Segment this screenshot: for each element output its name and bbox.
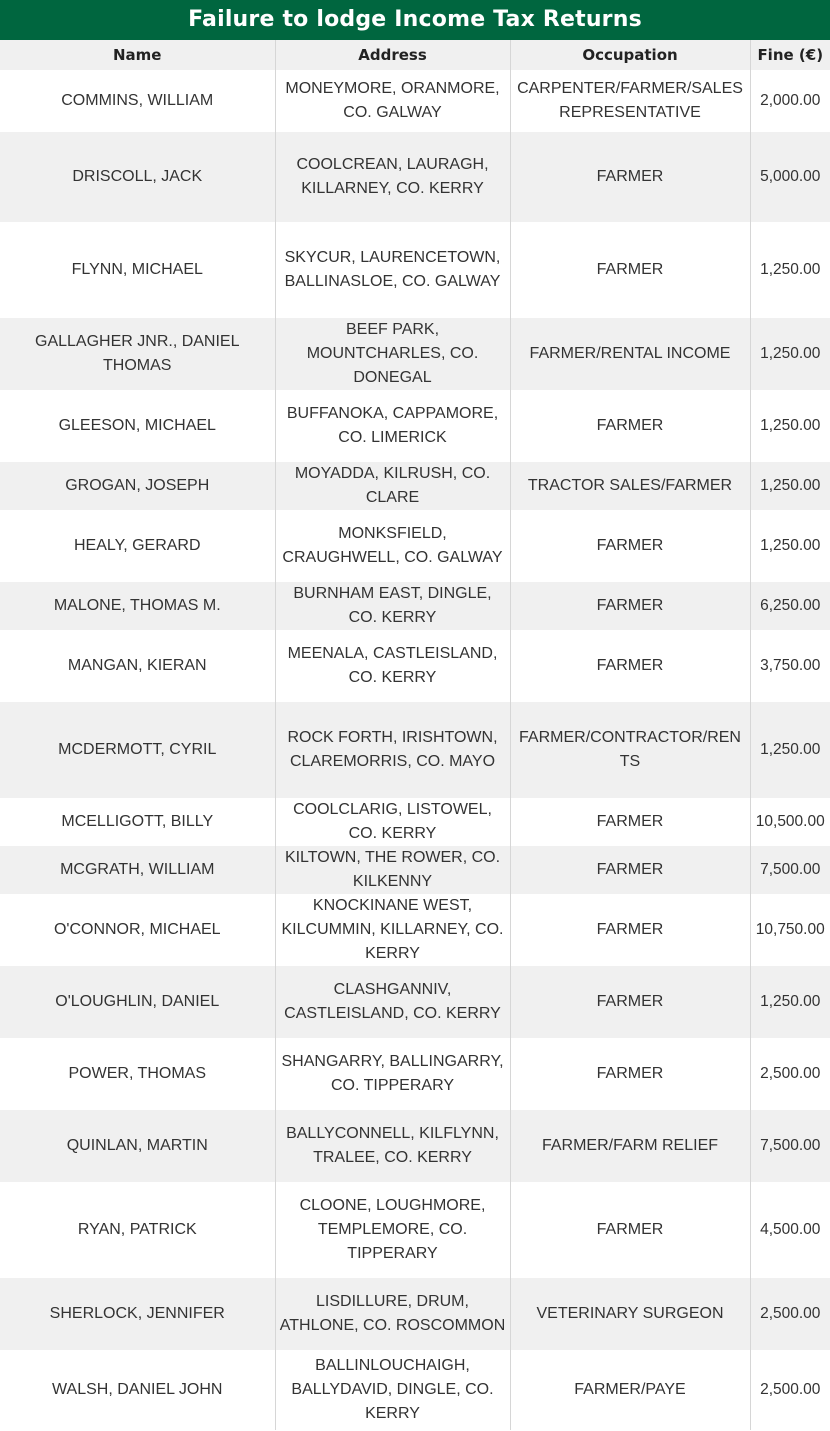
cell-fine: 3,750.00 (750, 630, 830, 702)
table-row (0, 798, 830, 846)
table-header (0, 40, 830, 70)
cell-name: GROGAN, JOSEPH (0, 462, 275, 510)
table-row (0, 222, 830, 318)
table-row (0, 1110, 830, 1182)
cell-occupation: FARMER/RENTAL INCOME (510, 318, 750, 390)
cell-address: MOYADDA, KILRUSH, CO. CLARE (275, 462, 510, 510)
cell-name: COMMINS, WILLIAM (0, 70, 275, 132)
table-row (0, 132, 830, 222)
table-row (0, 462, 830, 510)
cell-address: CLASHGANNIV, CASTLEISLAND, CO. KERRY (275, 966, 510, 1038)
cell-fine: 7,500.00 (750, 1110, 830, 1182)
cell-fine: 4,500.00 (750, 1182, 830, 1278)
cell-name: GALLAGHER JNR., DANIEL THOMAS (0, 318, 275, 390)
table-row (0, 1182, 830, 1278)
cell-name: O'CONNOR, MICHAEL (0, 894, 275, 966)
cell-address: CLOONE, LOUGHMORE, TEMPLEMORE, CO. TIPPERARY (275, 1182, 510, 1278)
column-header-name: Name (0, 40, 275, 70)
cell-occupation: FARMER (510, 630, 750, 702)
cell-address: MEENALA, CASTLEISLAND, CO. KERRY (275, 630, 510, 702)
cell-occupation: FARMER (510, 1182, 750, 1278)
column-header-occupation: Occupation (510, 40, 750, 70)
cell-fine: 1,250.00 (750, 222, 830, 318)
cell-address: SKYCUR, LAURENCETOWN, BALLINASLOE, CO. GALWAY (275, 222, 510, 318)
cell-fine: 5,000.00 (750, 132, 830, 222)
cell-occupation: TRACTOR SALES/FARMER (510, 462, 750, 510)
cell-name: SHERLOCK, JENNIFER (0, 1278, 275, 1350)
cell-address: ROCK FORTH, IRISHTOWN, CLAREMORRIS, CO. MAYO (275, 702, 510, 798)
cell-fine: 6,250.00 (750, 582, 830, 630)
cell-fine: 1,250.00 (750, 702, 830, 798)
cell-name: DRISCOLL, JACK (0, 132, 275, 222)
cell-fine: 2,500.00 (750, 1278, 830, 1350)
header-row (0, 40, 830, 70)
table-row (0, 70, 830, 132)
cell-fine: 2,500.00 (750, 1038, 830, 1110)
cell-address: SHANGARRY, BALLINGARRY, CO. TIPPERARY (275, 1038, 510, 1110)
cell-occupation: FARMER (510, 798, 750, 846)
page-title: Failure to lodge Income Tax Returns (0, 0, 830, 40)
cell-name: POWER, THOMAS (0, 1038, 275, 1110)
cell-fine: 10,500.00 (750, 798, 830, 846)
table-row (0, 630, 830, 702)
cell-fine: 1,250.00 (750, 390, 830, 462)
cell-address: BEEF PARK, MOUNTCHARLES, CO. DONEGAL (275, 318, 510, 390)
cell-address: LISDILLURE, DRUM, ATHLONE, CO. ROSCOMMON (275, 1278, 510, 1350)
table-row (0, 966, 830, 1038)
cell-name: MCGRATH, WILLIAM (0, 846, 275, 894)
table-row (0, 846, 830, 894)
column-header-address: Address (275, 40, 510, 70)
cell-address: BUFFANOKA, CAPPAMORE, CO. LIMERICK (275, 390, 510, 462)
table-row (0, 390, 830, 462)
cell-address: BALLINLOUCHAIGH, BALLYDAVID, DINGLE, CO. KERRY (275, 1350, 510, 1430)
table-row (0, 702, 830, 798)
table-row (0, 510, 830, 582)
cell-name: WALSH, DANIEL JOHN (0, 1350, 275, 1430)
cell-occupation: FARMER/FARM RELIEF (510, 1110, 750, 1182)
cell-occupation: FARMER (510, 390, 750, 462)
cell-name: O'LOUGHLIN, DANIEL (0, 966, 275, 1038)
cell-occupation: FARMER/PAYE (510, 1350, 750, 1430)
cell-fine: 7,500.00 (750, 846, 830, 894)
cell-name: MCDERMOTT, CYRIL (0, 702, 275, 798)
cell-address: KILTOWN, THE ROWER, CO. KILKENNY (275, 846, 510, 894)
cell-fine: 2,000.00 (750, 70, 830, 132)
cell-fine: 1,250.00 (750, 966, 830, 1038)
cell-occupation: VETERINARY SURGEON (510, 1278, 750, 1350)
cell-occupation: FARMER (510, 846, 750, 894)
table-body (0, 70, 830, 1430)
defaulters-table (0, 40, 830, 1430)
cell-address: MONKSFIELD, CRAUGHWELL, CO. GALWAY (275, 510, 510, 582)
table-row (0, 318, 830, 390)
cell-occupation: CARPENTER/FARMER/SALES REPRESENTATIVE (510, 70, 750, 132)
cell-occupation: FARMER (510, 132, 750, 222)
cell-name: FLYNN, MICHAEL (0, 222, 275, 318)
table-row (0, 582, 830, 630)
cell-name: QUINLAN, MARTIN (0, 1110, 275, 1182)
table-row (0, 894, 830, 966)
cell-fine: 10,750.00 (750, 894, 830, 966)
cell-occupation: FARMER (510, 222, 750, 318)
cell-fine: 1,250.00 (750, 510, 830, 582)
cell-name: MALONE, THOMAS M. (0, 582, 275, 630)
cell-occupation: FARMER (510, 510, 750, 582)
table-row (0, 1038, 830, 1110)
cell-fine: 1,250.00 (750, 318, 830, 390)
cell-address: BALLYCONNELL, KILFLYNN, TRALEE, CO. KERRY (275, 1110, 510, 1182)
cell-occupation: FARMER (510, 582, 750, 630)
cell-address: MONEYMORE, ORANMORE, CO. GALWAY (275, 70, 510, 132)
cell-address: BURNHAM EAST, DINGLE, CO. KERRY (275, 582, 510, 630)
cell-name: RYAN, PATRICK (0, 1182, 275, 1278)
cell-occupation: FARMER/CONTRACTOR/RENTS (510, 702, 750, 798)
cell-address: COOLCREAN, LAURAGH, KILLARNEY, CO. KERRY (275, 132, 510, 222)
cell-name: MCELLIGOTT, BILLY (0, 798, 275, 846)
cell-name: GLEESON, MICHAEL (0, 390, 275, 462)
cell-address: KNOCKINANE WEST, KILCUMMIN, KILLARNEY, CO. KERRY (275, 894, 510, 966)
cell-fine: 2,500.00 (750, 1350, 830, 1430)
cell-occupation: FARMER (510, 1038, 750, 1110)
table-row (0, 1278, 830, 1350)
table-row (0, 1350, 830, 1430)
cell-name: MANGAN, KIERAN (0, 630, 275, 702)
cell-occupation: FARMER (510, 894, 750, 966)
cell-address: COOLCLARIG, LISTOWEL, CO. KERRY (275, 798, 510, 846)
cell-fine: 1,250.00 (750, 462, 830, 510)
cell-name: HEALY, GERARD (0, 510, 275, 582)
column-header-fine: Fine (€) (750, 40, 830, 70)
cell-occupation: FARMER (510, 966, 750, 1038)
